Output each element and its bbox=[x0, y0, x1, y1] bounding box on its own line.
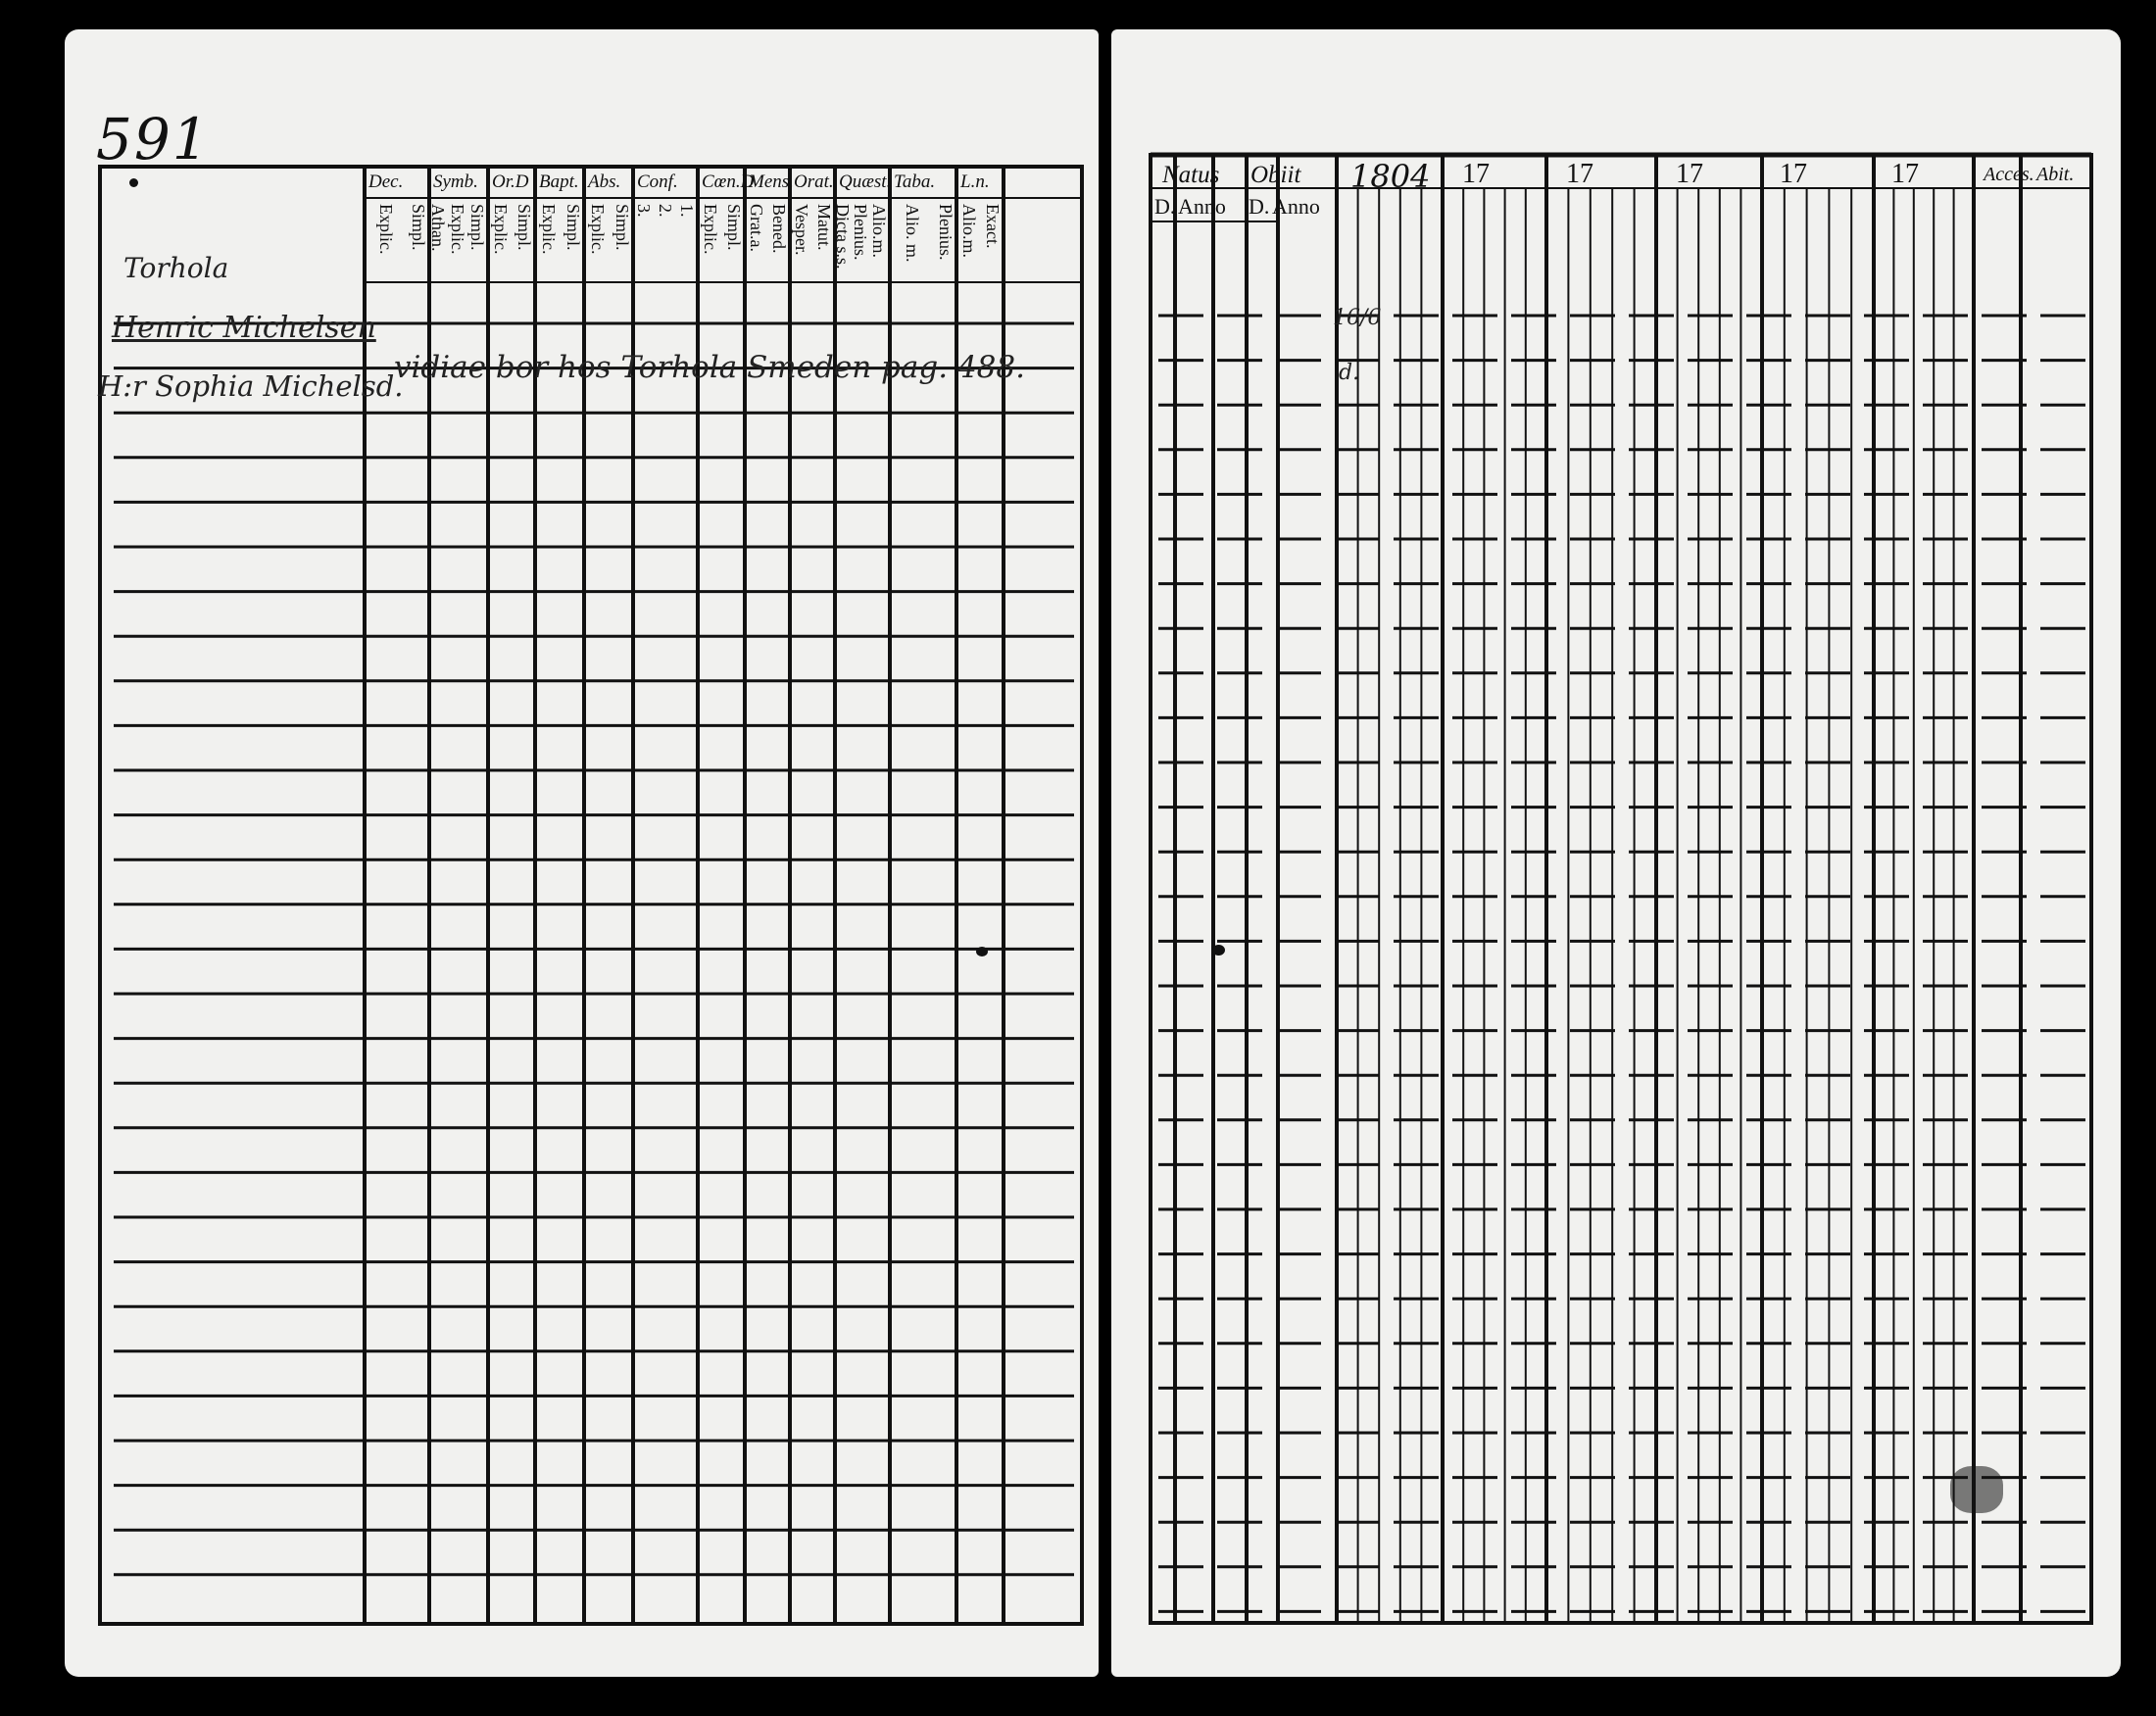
column-subheader: Simpl. bbox=[467, 204, 487, 251]
obiit-header: Obiit bbox=[1250, 162, 1301, 188]
column-header: Bapt. bbox=[539, 172, 579, 192]
right-page bbox=[1111, 29, 2121, 1677]
right-ledger-grid bbox=[1111, 29, 2121, 1677]
year-header: 17 bbox=[1780, 159, 1807, 189]
column-subheader: Bened. bbox=[769, 204, 789, 254]
column-subheader: 1. bbox=[677, 204, 697, 218]
column-header: Abs. bbox=[588, 172, 621, 192]
column-header: Symb. bbox=[433, 172, 478, 192]
column-header: Mens. bbox=[749, 172, 794, 192]
column-subheader: Grat.a. bbox=[747, 204, 766, 252]
column-header: Quæst. bbox=[839, 172, 892, 192]
column-subheader: Athan. bbox=[428, 204, 448, 252]
column-subheader: Simpl. bbox=[724, 204, 744, 251]
column-subheader: Matut. bbox=[814, 204, 834, 251]
entry-name-1: Henric Michelsen bbox=[112, 311, 376, 345]
entry-place: Torhola bbox=[123, 252, 229, 284]
entry-name-2: H:r Sophia Michelsd. bbox=[98, 369, 404, 403]
ink-spot bbox=[1212, 945, 1225, 956]
natus-day-header: D. bbox=[1154, 194, 1176, 219]
column-subheader: Explic. bbox=[539, 204, 559, 255]
year-header: 17 bbox=[1891, 159, 1919, 189]
year-header: 1804 bbox=[1350, 158, 1431, 195]
date-mark: d. bbox=[1339, 361, 1360, 385]
column-subheader: Alio. m. bbox=[903, 204, 922, 263]
column-subheader: Vesper. bbox=[792, 204, 811, 256]
column-subheader: 3. bbox=[634, 204, 654, 218]
column-subheader: Plenius. bbox=[936, 204, 956, 261]
natus-header: Natus bbox=[1162, 162, 1220, 188]
column-subheader: Simpl. bbox=[514, 204, 534, 251]
column-subheader: Simpl. bbox=[612, 204, 632, 251]
abit-header: Abit. bbox=[2036, 164, 2075, 185]
column-subheader: Simpl. bbox=[409, 204, 428, 251]
acces-header: Acces. bbox=[1984, 164, 2034, 185]
column-header: L.n. bbox=[960, 172, 990, 192]
column-subheader: 2. bbox=[656, 204, 675, 218]
column-subheader: Plenius. bbox=[851, 204, 871, 261]
column-subheader: Dicta s.s. bbox=[832, 204, 853, 270]
ink-spot bbox=[976, 947, 988, 956]
year-header: 17 bbox=[1566, 159, 1593, 189]
ink-stain bbox=[1950, 1466, 2003, 1513]
obiit-anno-header: Anno bbox=[1272, 194, 1320, 219]
column-header: Cœn.D bbox=[702, 172, 755, 192]
book-spine bbox=[1099, 0, 1111, 1716]
page-number: 591 bbox=[96, 106, 211, 172]
obiit-day-header: D. bbox=[1249, 194, 1270, 219]
column-header: Or.D bbox=[492, 172, 529, 192]
left-page bbox=[65, 29, 1099, 1677]
ink-spot bbox=[129, 178, 138, 187]
date-mark: 16/6 bbox=[1333, 306, 1382, 330]
column-subheader: Explic. bbox=[491, 204, 511, 255]
column-subheader: Explic. bbox=[376, 204, 396, 255]
year-header: 17 bbox=[1462, 159, 1490, 189]
column-header: Dec. bbox=[368, 172, 404, 192]
column-subheader: Exact. bbox=[983, 204, 1003, 249]
natus-anno-header: Anno bbox=[1178, 194, 1226, 219]
column-subheader: Alio.m. bbox=[959, 204, 979, 259]
column-subheader: Explic. bbox=[588, 204, 608, 255]
column-subheader: Explic. bbox=[448, 204, 467, 255]
year-header: 17 bbox=[1676, 159, 1703, 189]
column-header: Taba. bbox=[894, 172, 936, 192]
entry-note: vidiae bor hos Torhola Smeden pag. 488. bbox=[394, 350, 1025, 385]
column-header: Conf. bbox=[637, 172, 678, 192]
column-header: Orat. bbox=[794, 172, 834, 192]
column-subheader: Explic. bbox=[701, 204, 720, 255]
column-subheader: Simpl. bbox=[564, 204, 583, 251]
column-subheader: Alio.m. bbox=[869, 204, 889, 259]
